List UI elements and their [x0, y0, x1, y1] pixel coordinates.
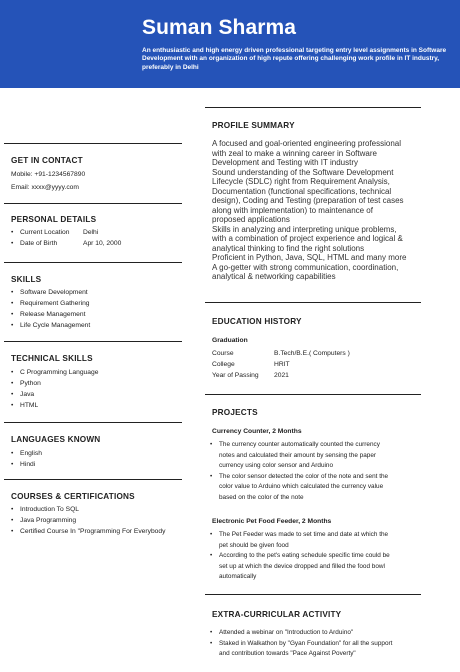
candidate-name: Suman Sharma — [142, 16, 297, 39]
divider — [205, 302, 421, 303]
contact-title: GET IN CONTACT — [11, 156, 83, 165]
languages-list — [11, 449, 181, 471]
list-item: • Life Cycle Management — [11, 321, 181, 332]
list-item: • HTML — [11, 401, 181, 412]
divider — [205, 394, 421, 395]
courses-title: COURSES & CERTIFICATIONS — [11, 492, 135, 501]
list-item: • English — [11, 449, 181, 460]
divider — [4, 422, 182, 423]
project-bullets — [209, 440, 424, 504]
education-title: EDUCATION HISTORY — [212, 317, 302, 326]
list-item: • Java — [11, 390, 181, 401]
list-item: • Date of Birth Apr 10, 2000 — [11, 239, 181, 250]
divider — [4, 341, 182, 342]
list-item: • Staked in Walkathon by "Gyan Foundation" for all the support and contribution towards "Pace Against Poverty" — [209, 639, 429, 660]
list-item: • The currency counter automatically counted the currency notes and calculated their amount by sensing the paper currency using color sensor and Arduino — [209, 440, 424, 472]
project-bullets — [209, 530, 424, 583]
languages-title: LANGUAGES KNOWN — [11, 435, 101, 444]
contact-mobile: Mobile: +91-1234567890 — [11, 171, 86, 178]
contact-email: Email: xxxx@yyyy.com — [11, 184, 79, 191]
list-item: • Current Location Delhi — [11, 228, 181, 239]
skills-title: SKILLS — [11, 275, 42, 284]
courses-list — [11, 505, 187, 538]
candidate-tagline: An enthusiastic and high energy driven professional targeting entry level assignments in Software Development with an organization of high repute offering challenging work profile in IT industry, preferably in Delhi — [142, 47, 447, 71]
divider — [4, 262, 182, 263]
list-item: • Certified Course In "Programming For Everybody — [11, 527, 187, 538]
list-item: • Hindi — [11, 460, 181, 471]
resume-header — [0, 0, 460, 88]
list-item: • C Programming Language — [11, 368, 181, 379]
personal-list — [11, 228, 181, 250]
list-item: • According to the pet's eating schedule specific time could be set up at which the device dropped and filled the food bowl automatically — [209, 551, 424, 583]
extra-bullets — [209, 628, 429, 660]
profile-title: PROFILE SUMMARY — [212, 121, 295, 130]
personal-title: PERSONAL DETAILS — [11, 215, 97, 224]
list-item: • Java Programming — [11, 516, 187, 527]
divider — [4, 143, 182, 144]
technical-list — [11, 368, 181, 412]
divider — [205, 594, 421, 595]
divider — [4, 479, 182, 480]
list-item: • Attended a webinar on "Introduction to Arduino" — [209, 628, 429, 639]
divider — [4, 203, 182, 204]
profile-summary: A focused and goal-oriented engineering professional with zeal to make a winning career in Software Development and Testing with IT industry Sound understanding of the Software Development Lifecycle (SDLC) right from Requirement Analysis, Documentation (functional specifications, technical design), Coding and Testing (preparation of test cases along with implementation) to maintenance of proposed applications Skills in analyzing and interpreting unique problems, with a combination of project experience and logical & analytical thinking to find the right solutions Proficient in Python, Java, SQL, HTML and many more A go-getter with strong communication, coordination, analytical & networking capabilities — [212, 139, 407, 281]
list-item: • The color sensor detected the color of the note and sent the color value to Arduino which calculated the currency value based on the color of the note — [209, 472, 424, 504]
education-subtitle: Graduation — [212, 337, 248, 344]
project-name: Electronic Pet Food Feeder, 2 Months — [212, 518, 332, 525]
list-item: • Python — [11, 379, 181, 390]
list-item: • Requirement Gathering — [11, 299, 181, 310]
list-item: • Introduction To SQL — [11, 505, 187, 516]
list-item: • Release Management — [11, 310, 181, 321]
project-name: Currency Counter, 2 Months — [212, 428, 302, 435]
list-item: • Software Development — [11, 288, 181, 299]
skills-list — [11, 288, 181, 332]
projects-title: PROJECTS — [212, 408, 258, 417]
list-item: • The Pet Feeder was made to set time and date at which the pet should be given food — [209, 530, 424, 551]
extra-title: EXTRA-CURRICULAR ACTIVITY — [212, 610, 342, 619]
technical-title: TECHNICAL SKILLS — [11, 354, 93, 363]
education-details: Course B.Tech/B.E.( Computers ) College HRIT Year of Passing 2021 — [212, 350, 350, 379]
divider — [205, 107, 421, 108]
